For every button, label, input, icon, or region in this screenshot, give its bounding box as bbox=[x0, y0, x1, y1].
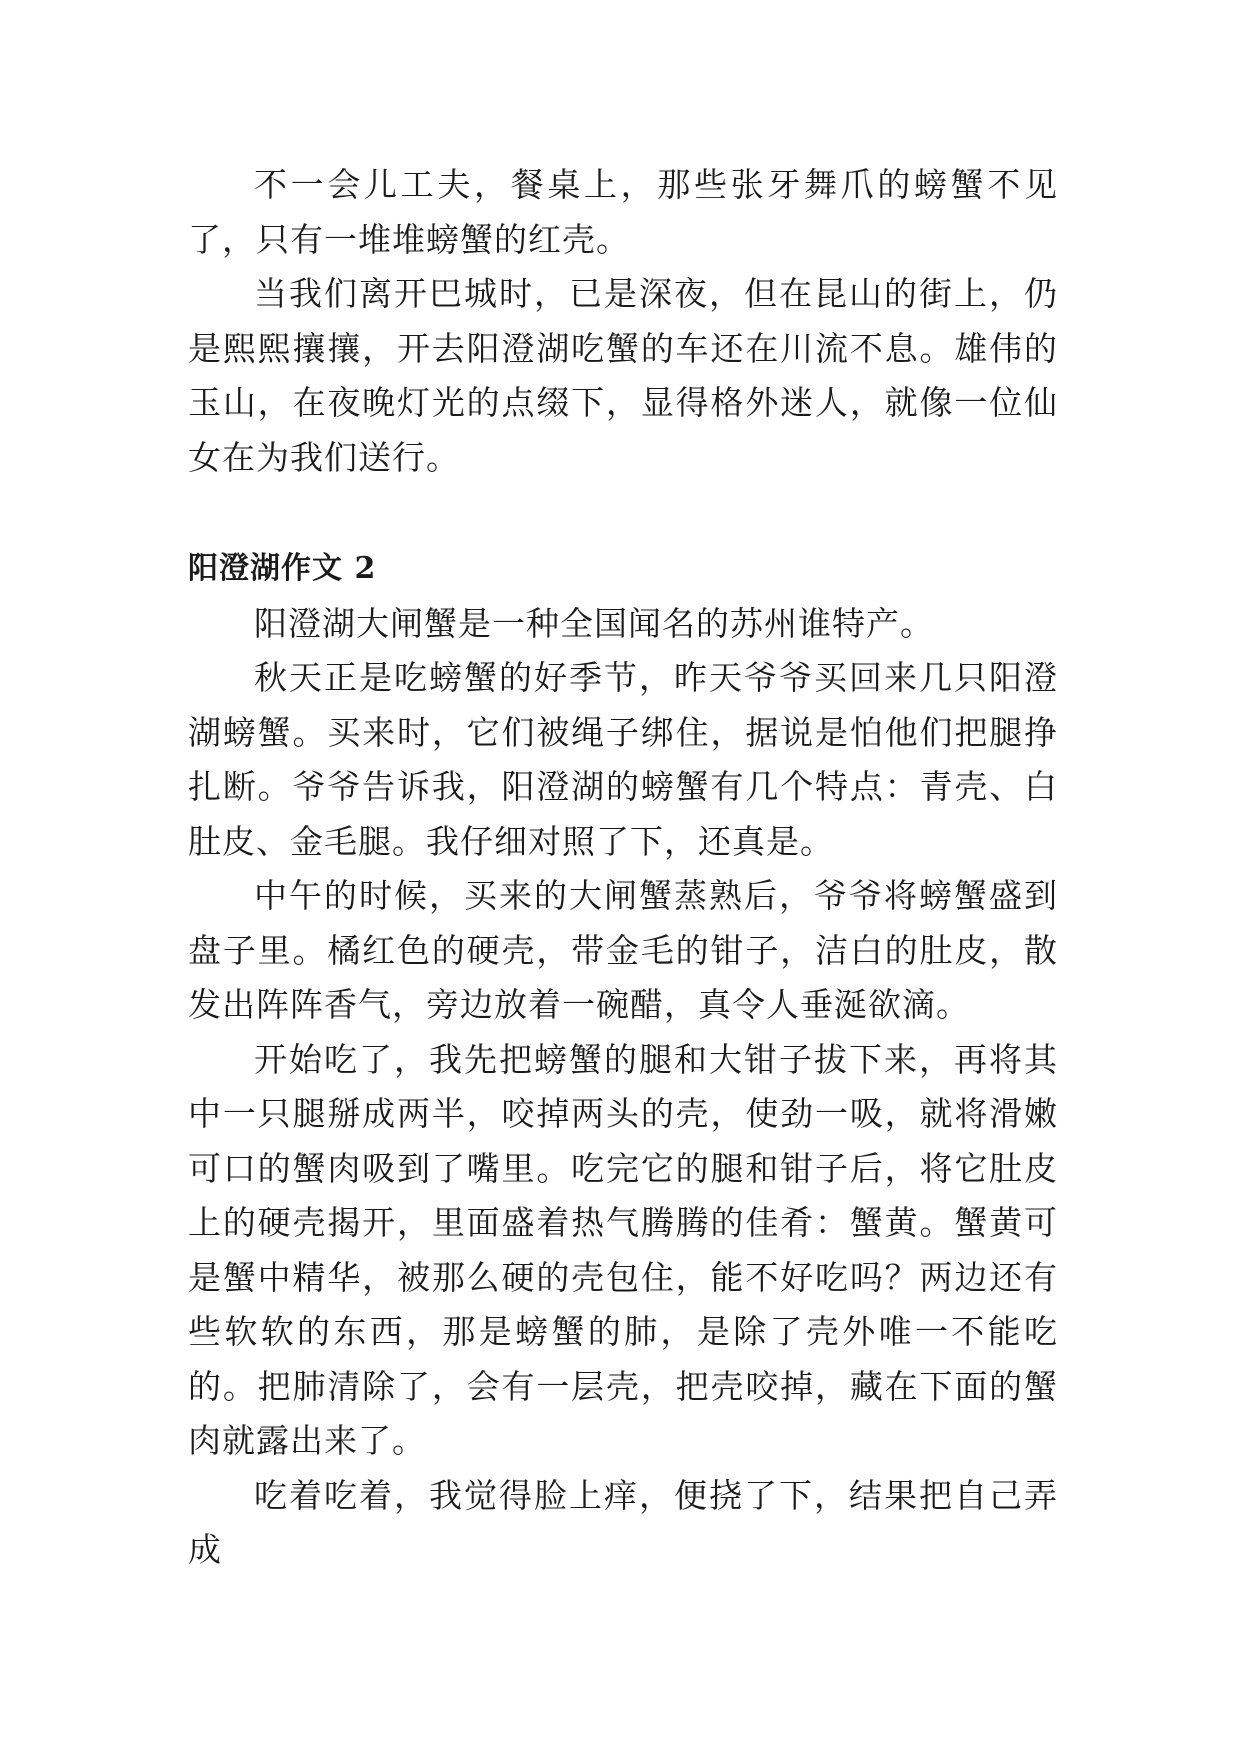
document-page bbox=[188, 158, 1058, 1578]
paragraph: 中午的时候，买来的大闸蟹蒸熟后，爷爷将螃蟹盛到盘子里。橘红色的硬壳，带金毛的钳子，洁白的肚皮，散发出阵阵香气，旁边放着一碗醋，真令人垂涎欲滴。 bbox=[188, 876, 1058, 1024]
paragraph: 秋天正是吃螃蟹的好季节，昨天爷爷买回来几只阳澄湖螃蟹。买来时，它们被绳子绑住，据说是怕他们把腿挣扎断。爷爷告诉我，阳澄湖的螃蟹有几个特点：青壳、白肚皮、金毛腿。我仔细对照了下，还真是。 bbox=[188, 658, 1058, 861]
paragraph: 阳澄湖大闸蟹是一种全国闻名的苏州谁特产。 bbox=[254, 603, 934, 643]
paragraph: 不一会儿工夫，餐桌上，那些张牙舞爪的螃蟹不见了，只有一堆堆螃蟹的红壳。 bbox=[188, 165, 1058, 259]
paragraph: 开始吃了，我先把螃蟹的腿和大钳子拔下来，再将其中一只腿掰成两半，咬掉两头的壳，使劲一吸，就将滑嫩可口的蟹肉吸到了嘴里。吃完它的腿和钳子后，将它肚皮上的硬壳揭开，里面盛着热气腾腾的佳肴：蟹黄。蟹黄可是蟹中精华，被那么硬的壳包住，能不好吃吗？两边还有些软软的东西，那是螃蟹的肺，是除了壳外唯一不能吃的。把肺清除了，会有一层壳，把壳咬掉，藏在下面的蟹肉就露出来了。 bbox=[188, 1039, 1058, 1460]
paragraph: 当我们离开巴城时，已是深夜，但在昆山的街上，仍是熙熙攘攘，开去阳澄湖吃蟹的车还在川流不息。雄伟的玉山，在夜晚灯光的点缀下，显得格外迷人，就像一位仙女在为我们送行。 bbox=[188, 274, 1058, 477]
section-title: 阳澄湖作文 2 bbox=[188, 551, 377, 586]
paragraph: 吃着吃着，我觉得脸上痒，便挠了下，结果把自己弄成 bbox=[188, 1475, 1058, 1569]
